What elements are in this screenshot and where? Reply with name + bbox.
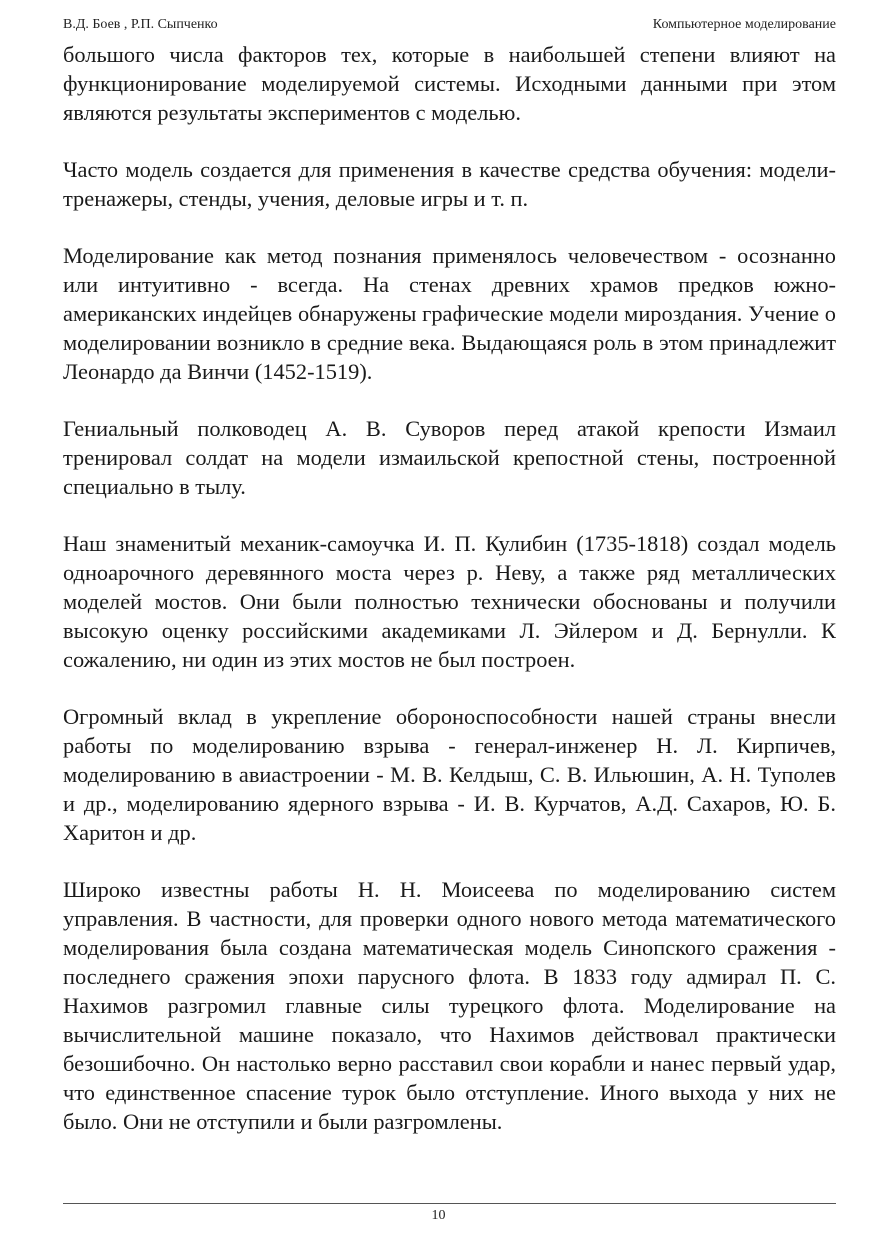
header-title: Компьютерное моделирование bbox=[652, 17, 836, 32]
footer-divider bbox=[63, 1203, 836, 1204]
paragraph-suvorov: Гениальный полководец А. В. Суворов перед атакой крепости Измаил тренировал солдат на модели измаильской крепостной стены, построенной специально в тылу. bbox=[63, 416, 836, 499]
paragraph-history-modeling: Моделирование как метод познания применялось человечеством - осознанно или интуитивно - всегда. На стенах древних храмов предков южно-американских индейцев обнаружены графические модели мироздания. Учение о моделировании возникло в средние века. Выдающаяся роль в этом принадлежит Леонардо да Винчи (1452-1519). bbox=[63, 243, 836, 384]
page-number: 10 bbox=[431, 1208, 446, 1223]
header-authors: В.Д. Боев , Р.П. Сыпченко bbox=[63, 17, 218, 32]
paragraph-moiseev: Широко известны работы Н. Н. Моисеева по моделированию систем управления. В частности, для проверки одного нового метода математического моделирования была создана математическая модель Синопского сражения - последнего сражения эпохи парусного флота. В 1833 году адмирал П. С. Нахимов разгромил главные силы турецкого флота. Моделирование на вычислительной машине показало, что Нахимов действовал практически безошибочно. Он настолько верно расставил свои корабли и нанес первый удар, что единственное спасение турок было отступление. Иного выхода у них не было. Они не отступили и были разгромлены. bbox=[63, 877, 836, 1134]
paragraph-continuation: большого числа факторов тех, которые в наибольшей степени влияют на функционирование моделируемой системы. Исходными данными при этом являются результаты экспериментов с моделью. bbox=[63, 42, 836, 125]
paragraph-kulibin: Наш знаменитый механик-самоучка И. П. Кулибин (1735-1818) создал модель одноарочного деревянного моста через р. Неву, а также ряд металлических моделей мостов. Они были полностью технически обоснованы и получили высокую оценку российскими академиками Л. Эйлером и Д. Бернулли. К сожалению, ни один из этих мостов не был построен. bbox=[63, 531, 836, 672]
page-header bbox=[63, 16, 836, 34]
page-body bbox=[63, 40, 836, 1164]
paragraph-defense: Огромный вклад в укрепление обороноспособности нашей страны внесли работы по моделированию взрыва - генерал-инженер Н. Л. Кирпичев, моделированию в авиастроении - М. В. Келдыш, С. В. Ильюшин, А. Н. Туполев и др., моделированию ядерного взрыва - И. В. Курчатов, А.Д. Сахаров, Ю. Б. Харитон и др. bbox=[63, 704, 836, 845]
paragraph-training-models: Часто модель создается для применения в качестве средства обучения: модели-тренажеры, стенды, учения, деловые игры и т. п. bbox=[63, 157, 836, 211]
